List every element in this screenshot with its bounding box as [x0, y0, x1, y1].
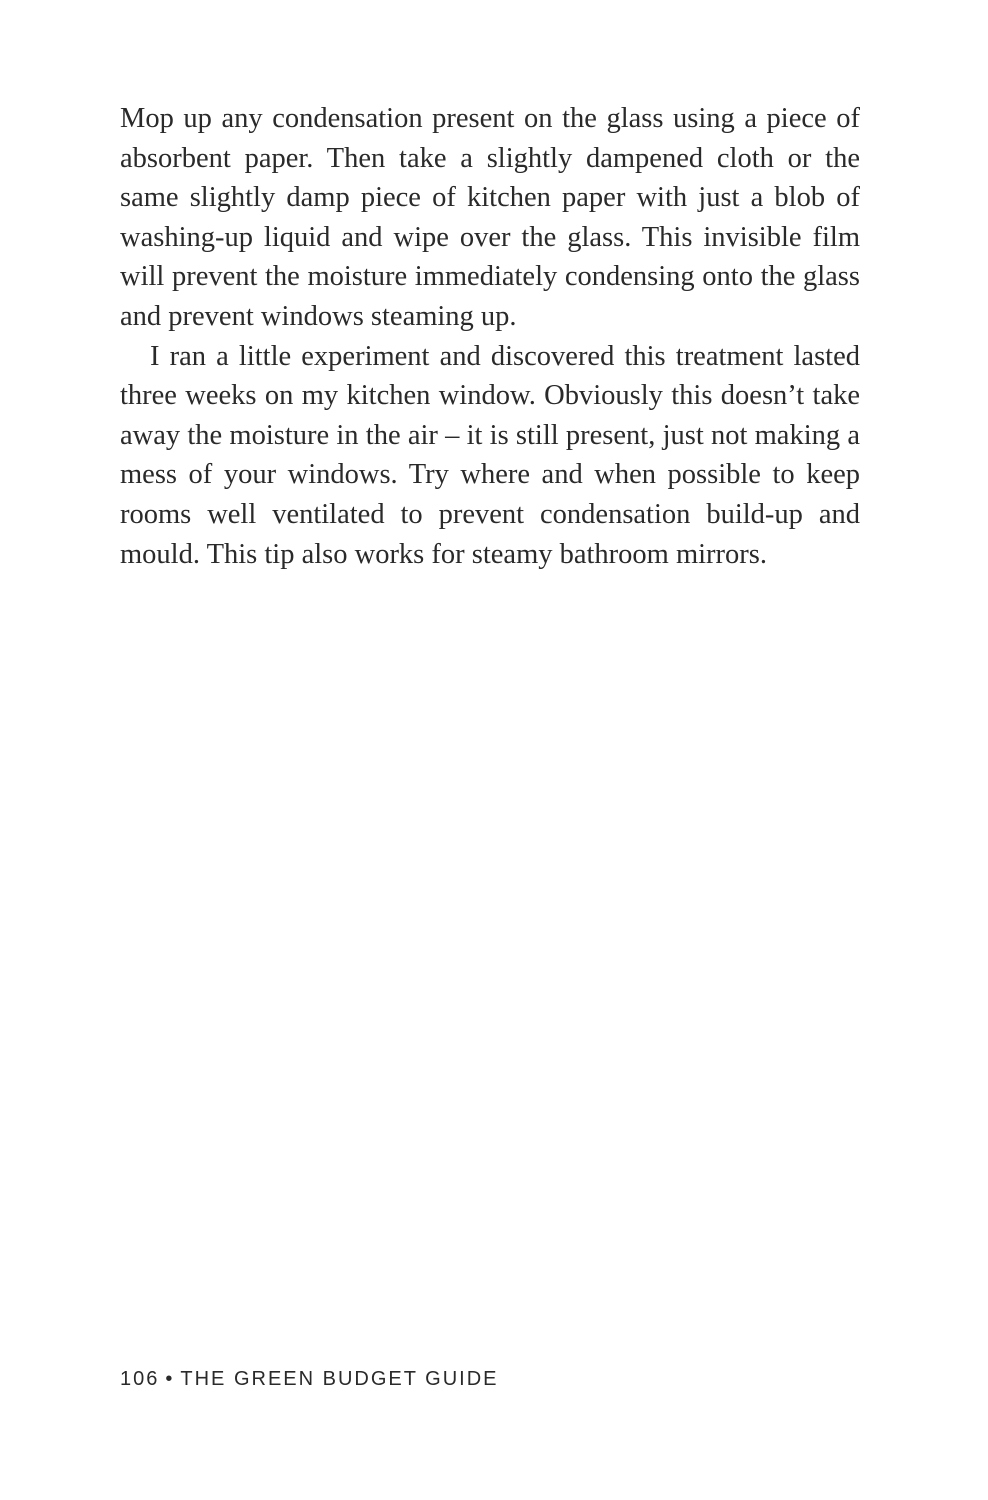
paragraph-experiment: I ran a little experiment and discovered this treatment lasted three weeks on my kitchen window. Obviously this doesn’t take away the moisture in the air – it is still present, just not making a mess of your windows. Try where and when possible to keep rooms well ventilated to prevent condensation build-up and mould. This tip also works for steamy bathroom mirrors.	[120, 340, 860, 570]
book-title: THE GREEN BUDGET GUIDE	[180, 1368, 499, 1390]
page-number: 106	[120, 1368, 160, 1390]
footer-separator: •	[165, 1368, 175, 1390]
paragraph-condensation-tip: Mop up any condensation present on the glass using a piece of absorbent paper. Then take a slightly dampened cloth or the same slightly damp piece of kitchen paper with just a blob of washing-up liquid and wipe over the glass. This invisible film will prevent the moisture immediately condensing onto the glass and prevent windows steaming up.	[120, 103, 860, 332]
page-footer	[120, 1368, 820, 1391]
body-text	[120, 99, 860, 574]
